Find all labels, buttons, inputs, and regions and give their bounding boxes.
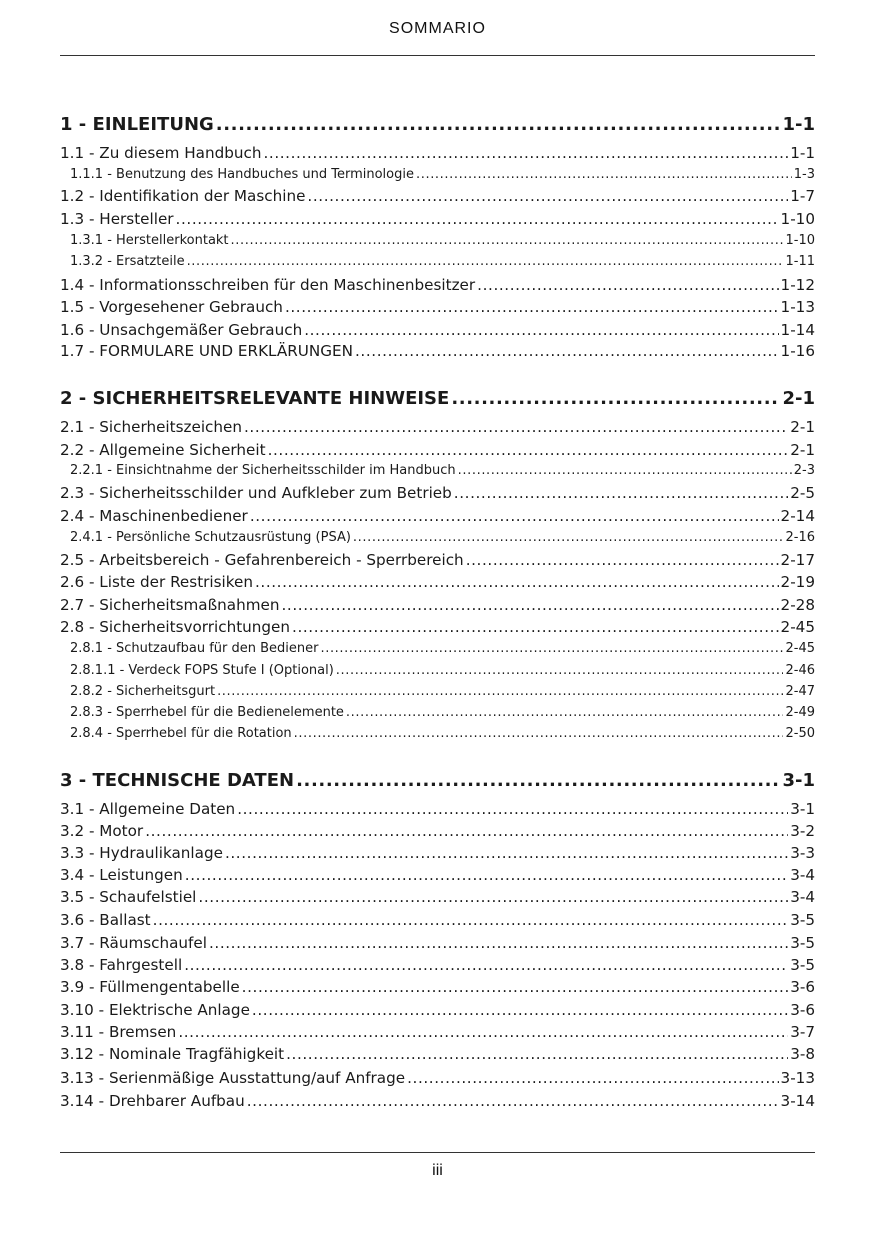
toc-entry[interactable] — [60, 275, 815, 295]
footer-rule — [60, 1152, 815, 1153]
toc-entry-page: 2-1 — [790, 441, 815, 459]
toc-entry-page: 3-4 — [790, 888, 815, 906]
toc-entry-page: 3-5 — [790, 934, 815, 952]
toc-entry[interactable] — [60, 528, 815, 548]
toc-entry-title: 1.3.2 - Ersatzteile — [70, 254, 185, 269]
toc-entry-title: 1 - EINLEITUNG — [60, 114, 214, 135]
toc-dot-leader — [451, 388, 780, 410]
toc-entry-title: 3.14 - Drehbarer Aufbau — [60, 1092, 245, 1110]
toc-entry-title: 1.3.1 - Herstellerkontakt — [70, 233, 229, 248]
toc-entry[interactable] — [60, 209, 815, 229]
toc-dot-leader — [282, 595, 779, 615]
toc-entry-title: 2 - SICHERHEITSRELEVANTE HINWEISE — [60, 388, 450, 409]
toc-dot-leader — [292, 617, 779, 637]
toc-dot-leader — [458, 461, 792, 481]
toc-dot-leader — [307, 186, 788, 206]
toc-entry-title: 2.8.3 - Sperrhebel für die Bedienelemente — [70, 705, 344, 720]
toc-dot-leader — [353, 528, 784, 548]
toc-dot-leader — [209, 933, 788, 953]
toc-entry-page: 3-4 — [790, 866, 815, 884]
toc-entry[interactable] — [60, 661, 815, 681]
toc-entry-title: 2.4.1 - Persönliche Schutzausrüstung (PSA) — [70, 530, 351, 545]
toc-entry[interactable] — [60, 887, 815, 907]
toc-entry-title: 2.6 - Liste der Restrisiken — [60, 573, 253, 591]
toc-dot-leader — [304, 320, 778, 340]
toc-entry-title: 3.6 - Ballast — [60, 911, 151, 929]
toc-dot-leader — [242, 977, 789, 997]
toc-entry-page: 3-13 — [780, 1069, 815, 1087]
toc-entry-page: 2-47 — [785, 684, 815, 699]
toc-dot-leader — [153, 910, 789, 930]
toc-entry[interactable] — [60, 955, 815, 975]
toc-dot-leader — [250, 506, 779, 526]
toc-entry-title: 2.8.1.1 - Verdeck FOPS Stufe I (Optional) — [70, 663, 334, 678]
toc-entry-title: 2.2.1 - Einsichtnahme der Sicherheitsschilder im Handbuch — [70, 463, 456, 478]
toc-entry[interactable] — [60, 572, 815, 592]
toc-entry-page: 1-7 — [790, 187, 815, 205]
toc-dot-leader — [355, 341, 779, 361]
toc-entry-title: 3.13 - Serienmäßige Ausstattung/auf Anfrage — [60, 1069, 406, 1087]
toc-entry-page: 2-49 — [785, 705, 815, 720]
toc-entry-page: 3-1 — [790, 800, 815, 818]
toc-entry[interactable] — [60, 165, 815, 185]
toc-entry[interactable] — [60, 252, 815, 272]
toc-entry-page: 2-50 — [785, 726, 815, 741]
toc-entry-page: 3-3 — [790, 844, 815, 862]
toc-entry[interactable] — [60, 341, 815, 361]
toc-dot-leader — [244, 417, 788, 437]
toc-dot-leader — [285, 297, 779, 317]
toc-entry-title: 3 - TECHNISCHE DATEN — [60, 770, 295, 791]
toc-entry-page: 1-10 — [785, 233, 815, 248]
toc-entry-page: 3-2 — [790, 822, 815, 840]
toc-entry-page: 2-17 — [780, 551, 815, 569]
toc-entry-page: 3-14 — [780, 1092, 815, 1110]
toc-entry[interactable] — [60, 703, 815, 723]
toc-entry-page: 3-6 — [790, 1001, 815, 1019]
toc-entry-page: 1-10 — [780, 210, 815, 228]
toc-dot-leader — [477, 275, 778, 295]
toc-entry[interactable] — [60, 977, 815, 997]
toc-entry-title: 3.1 - Allgemeine Daten — [60, 800, 236, 818]
toc-entry-page: 2-19 — [780, 573, 815, 591]
toc-entry-page: 3-7 — [790, 1023, 815, 1041]
toc-entry[interactable] — [60, 143, 815, 163]
toc-entry-title: 3.2 - Motor — [60, 822, 144, 840]
toc-dot-leader — [407, 1068, 778, 1088]
toc-entry-title: 2.8.4 - Sperrhebel für die Rotation — [70, 726, 292, 741]
toc-entry[interactable] — [60, 231, 815, 251]
toc-entry-title: 1.4 - Informationsschreiben für den Maschinenbesitzer — [60, 276, 476, 294]
toc-entry-title: 3.3 - Hydraulikanlage — [60, 844, 223, 862]
toc-dot-leader — [231, 231, 784, 251]
toc-entry-page: 3-8 — [790, 1045, 815, 1063]
toc-entry[interactable] — [60, 1044, 815, 1064]
toc-entry-title: 2.8.1 - Schutzaufbau für den Bediener — [70, 641, 319, 656]
toc-dot-leader — [466, 550, 779, 570]
toc-dot-leader — [268, 440, 789, 460]
toc-entry-page: 2-14 — [780, 507, 815, 525]
toc-dot-leader — [346, 703, 784, 723]
toc-dot-leader — [247, 1091, 779, 1111]
toc-entry-page: 1-14 — [780, 321, 815, 339]
toc-dot-leader — [252, 1000, 788, 1020]
toc-entry-title: 2.5 - Arbeitsbereich - Gefahrenbereich - Sperrbereich — [60, 551, 464, 569]
toc-entry[interactable] — [60, 297, 815, 317]
toc-dot-leader — [336, 661, 784, 681]
toc-entry[interactable] — [60, 617, 815, 637]
toc-entry[interactable] — [60, 1000, 815, 1020]
toc-dot-leader — [296, 770, 780, 792]
toc-entry-title: 1.3 - Hersteller — [60, 210, 174, 228]
toc-entry[interactable] — [60, 724, 815, 744]
toc-dot-leader — [217, 682, 783, 702]
toc-entry[interactable] — [60, 417, 815, 437]
toc-entry[interactable] — [60, 865, 815, 885]
toc-entry-title: 1.1 - Zu diesem Handbuch — [60, 144, 262, 162]
toc-dot-leader — [176, 209, 779, 229]
toc-entry-page: 2-46 — [785, 663, 815, 678]
toc-entry-title: 3.10 - Elektrische Anlage — [60, 1001, 250, 1019]
toc-entry-title: 3.9 - Füllmengentabelle — [60, 978, 240, 996]
toc-dot-leader — [216, 114, 781, 136]
toc-entry[interactable] — [60, 1068, 815, 1088]
toc-entry-page: 2-45 — [785, 641, 815, 656]
toc-entry-title: 1.2 - Identifikation der Maschine — [60, 187, 306, 205]
toc-entry[interactable] — [60, 933, 815, 953]
toc-entry[interactable] — [60, 320, 815, 340]
toc-entry-title: 2.1 - Sicherheitszeichen — [60, 418, 242, 436]
toc-entry-title: 2.7 - Sicherheitsmaßnahmen — [60, 596, 280, 614]
page-header: SOMMARIO — [389, 20, 486, 37]
toc-entry-title: 3.12 - Nominale Tragfähigkeit — [60, 1045, 285, 1063]
toc-entry[interactable] — [60, 186, 815, 206]
toc-entry-title: 1.5 - Vorgesehener Gebrauch — [60, 298, 283, 316]
toc-dot-leader — [286, 1044, 788, 1064]
toc-entry[interactable] — [60, 910, 815, 930]
toc-entry-page: 3-6 — [790, 978, 815, 996]
toc-entry-page: 1-1 — [782, 114, 815, 135]
toc-entry-page: 2-1 — [790, 418, 815, 436]
toc-entry-page: 1-1 — [790, 144, 815, 162]
toc-entry-page: 2-16 — [785, 530, 815, 545]
toc-entry-title: 2.8 - Sicherheitsvorrichtungen — [60, 618, 291, 636]
toc-dot-leader — [185, 865, 788, 885]
toc-entry-page: 1-3 — [793, 167, 815, 182]
toc-entry-title: 2.2 - Allgemeine Sicherheit — [60, 441, 266, 459]
toc-chapter-entry[interactable] — [60, 114, 815, 136]
toc-entry-page: 2-5 — [790, 484, 815, 502]
toc-dot-leader — [184, 955, 788, 975]
toc-dot-leader — [416, 165, 792, 185]
toc-dot-leader — [237, 799, 788, 819]
toc-dot-leader — [454, 483, 788, 503]
toc-dot-leader — [145, 821, 788, 841]
toc-entry-title: 2.3 - Sicherheitsschilder und Aufkleber zum Betrieb — [60, 484, 452, 502]
toc-entry-page: 2-45 — [780, 618, 815, 636]
toc-entry-title: 2.8.2 - Sicherheitsgurt — [70, 684, 216, 699]
toc-entry[interactable] — [60, 682, 815, 702]
toc-dot-leader — [178, 1022, 788, 1042]
toc-entry-page: 2-3 — [793, 463, 815, 478]
toc-entry[interactable] — [60, 843, 815, 863]
toc-dot-leader — [187, 252, 784, 272]
toc-dot-leader — [294, 724, 784, 744]
toc-entry-page: 1-11 — [785, 254, 815, 269]
toc-entry-page: 1-12 — [780, 276, 815, 294]
toc-entry[interactable] — [60, 639, 815, 659]
toc-entry-page: 2-1 — [782, 388, 815, 409]
toc-entry[interactable] — [60, 440, 815, 460]
header-rule — [60, 55, 815, 56]
toc-dot-leader — [225, 843, 788, 863]
toc-entry-title: 1.1.1 - Benutzung des Handbuches und Terminologie — [70, 167, 414, 182]
toc-entry-title: 3.7 - Räumschaufel — [60, 934, 207, 952]
toc-entry-page: 3-5 — [790, 911, 815, 929]
toc-entry-title: 3.11 - Bremsen — [60, 1023, 177, 1041]
toc-entry[interactable] — [60, 821, 815, 841]
toc-entry[interactable] — [60, 506, 815, 526]
toc-dot-leader — [255, 572, 779, 592]
toc-entry-page: 1-16 — [780, 342, 815, 360]
toc-entry[interactable] — [60, 799, 815, 819]
toc-entry-title: 3.5 - Schaufelstiel — [60, 888, 197, 906]
toc-entry-title: 1.7 - FORMULARE UND ERKLÄRUNGEN — [60, 342, 353, 360]
toc-dot-leader — [263, 143, 788, 163]
toc-entry-title: 3.4 - Leistungen — [60, 866, 183, 884]
toc-entry-title: 3.8 - Fahrgestell — [60, 956, 183, 974]
toc-entry-page: 3-5 — [790, 956, 815, 974]
toc-entry-title: 2.4 - Maschinenbediener — [60, 507, 248, 525]
toc-entry-page: 3-1 — [782, 770, 815, 791]
toc-entry[interactable] — [60, 1022, 815, 1042]
toc-entry[interactable] — [60, 483, 815, 503]
toc-chapter-entry[interactable] — [60, 770, 815, 792]
toc-entry[interactable] — [60, 550, 815, 570]
page-number: iii — [432, 1162, 443, 1179]
toc-dot-leader — [320, 639, 783, 659]
toc-chapter-entry[interactable] — [60, 388, 815, 410]
toc-entry-page: 1-13 — [780, 298, 815, 316]
toc-entry-title: 1.6 - Unsachgemäßer Gebrauch — [60, 321, 303, 339]
toc-entry[interactable] — [60, 1091, 815, 1111]
toc-entry-page: 2-28 — [780, 596, 815, 614]
toc-entry[interactable] — [60, 461, 815, 481]
toc-dot-leader — [198, 887, 788, 907]
toc-entry[interactable] — [60, 595, 815, 615]
